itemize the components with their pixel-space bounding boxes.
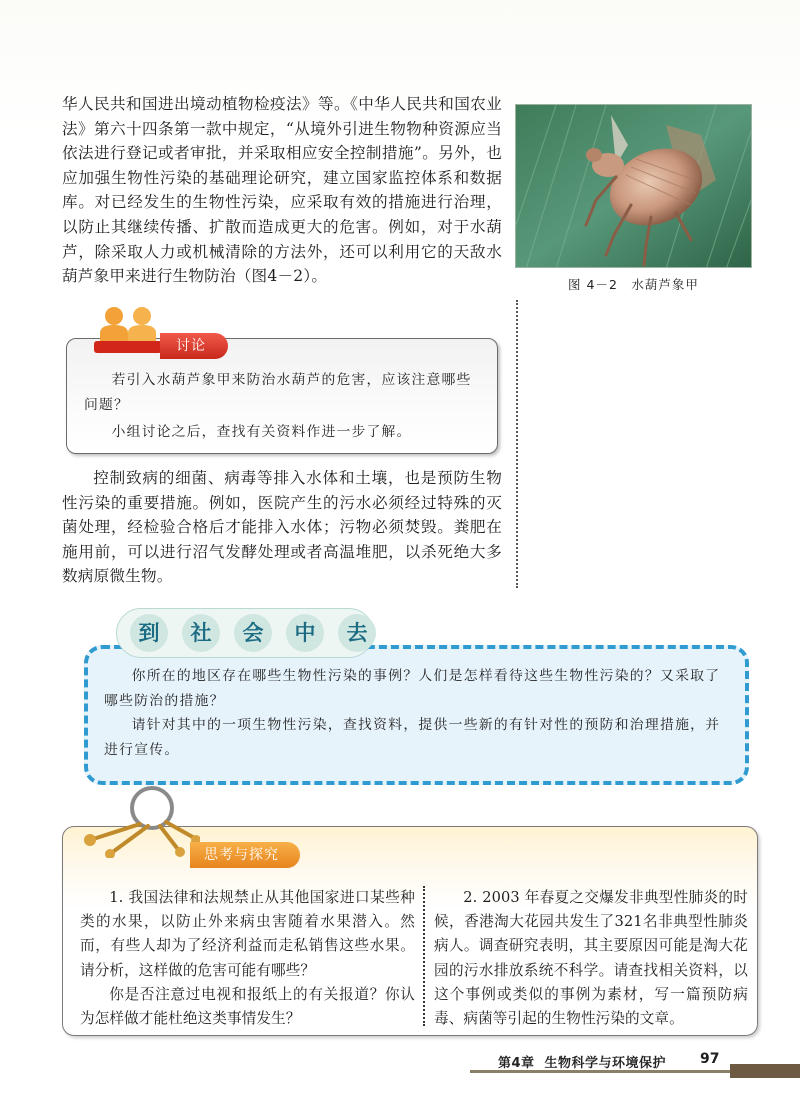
footer-chapter (498, 1052, 666, 1071)
society-title-char: 中 (286, 614, 324, 652)
think-explore-tab: 思考与探究 (190, 842, 300, 868)
main-paragraph-1: 华人民共和国进出境动植物检疫法》等。《中华人民共和国农业法》第六十四条第一款中规定，“从境外引进生物物种资源应当依法进行登记或者审批，并采取相应安全控制措施”。另外，也应加强生物性污染的基础理论研究，建立国家监控体系和数据库。对已经发生的生物性污染，应采取有效的措施进行治理，以防止其继续传播、扩散而造成更大的危害。例如，对于水葫芦，除采取人力或机械清除的方法外，还可以利用它的天敌水葫芦象甲来进行生物防治（图4－2）。 (62, 95, 502, 286)
chapter-number: 第4章 (498, 1056, 535, 1071)
dotted-divider (516, 300, 518, 588)
society-text (104, 664, 734, 762)
society-title-char: 去 (338, 614, 376, 652)
people-icon (94, 303, 162, 353)
discussion-tab: 讨论 (160, 333, 228, 359)
footer-bar (730, 1064, 800, 1078)
weevil-image (516, 105, 752, 268)
column-divider (423, 886, 425, 1026)
discussion-question: 若引入水葫芦象甲来防治水葫芦的危害，应该注意哪些问题？ (84, 372, 472, 413)
page-number: 97 (700, 1051, 720, 1067)
society-title-char: 社 (182, 614, 220, 652)
main-paragraph-2: 控制致病的细菌、病毒等排入水体和土壤，也是预防生物性污染的重要措施。例如，医院产生的污水必须经过特殊的灭菌处理，经检验合格后才能排入水体；污物必须焚毁。粪肥在施用前，可以进行沼气发酵处理或者高温堆肥，以杀死绝大多数病原微生物。 (62, 469, 502, 586)
chapter-title: 生物科学与环境保护 (544, 1056, 667, 1071)
society-text-2: 请针对其中的一项生物性污染，查找资料，提供一些新的有针对性的预防和治理措施，并进行宣传。 (104, 717, 721, 758)
question-2-text: 2. 2003 年春夏之交爆发非典型性肺炎的时候，香港淘大花园共发生了321名非典型性肺炎病人。调查研究表明，其主要原因可能是淘大花园的污水排放系统不科学。请查找相关资料，以这个事例或类似的事例为素材，写一篇预防病毒、病菌等引起的生物性污染的文章。 (434, 889, 748, 1028)
question-1 (80, 886, 415, 1031)
figure-weevil-photo (515, 104, 752, 268)
keys-icon (70, 782, 200, 858)
society-title (130, 614, 376, 652)
question-2 (434, 886, 748, 1031)
figure-caption: 图 4－2 水葫芦象甲 (568, 277, 699, 292)
discussion-text (84, 368, 484, 445)
discussion-instruction: 小组讨论之后，查找有关资料作进一步了解。 (111, 424, 412, 440)
society-title-char: 到 (130, 614, 168, 652)
question-1-text: 1. 我国法律和法规禁止从其他国家进口某些种类的水果，以防止外来病虫害随着水果潜入。然而，有些人却为了经济利益而走私销售这些水果。请分析，这样做的危害可能有哪些？ (80, 889, 415, 979)
question-1-followup: 你是否注意过电视和报纸上的有关报道？你认为怎样做才能杜绝这类事情发生？ (80, 985, 415, 1028)
society-title-char: 会 (234, 614, 272, 652)
society-text-1: 你所在的地区存在哪些生物性污染的事例？人们是怎样看待这些生物性污染的？又采取了哪些防治的措施？ (104, 668, 721, 709)
